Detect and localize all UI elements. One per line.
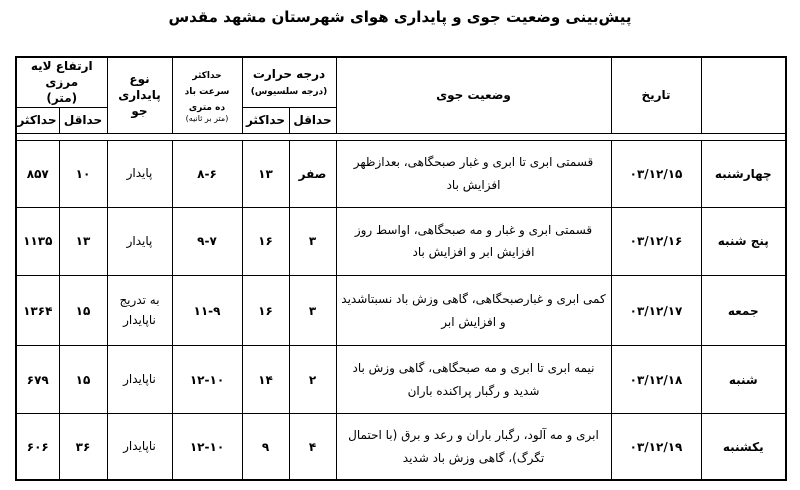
wind-unit: (متر بر ثانیه) bbox=[185, 114, 229, 124]
bl-min-cell: ۱۵ bbox=[59, 346, 107, 414]
table-row bbox=[16, 275, 786, 345]
temp-max-header: حداکثر bbox=[242, 107, 289, 133]
wind-header bbox=[172, 57, 242, 133]
condition-cell: ابری و مه آلود، رگبار باران و رعد و برق (با احتمال تگرگ)، گاهی وزش باد شدید bbox=[336, 414, 611, 480]
wind-header-line1: حداکثر bbox=[192, 70, 222, 81]
bl-max-cell: ۸۵۷ bbox=[16, 140, 59, 207]
bl-min-cell: ۳۶ bbox=[59, 414, 107, 480]
bl-min-cell: ۱۵ bbox=[59, 275, 107, 345]
stability-header-line1: نوع bbox=[129, 72, 150, 86]
stability-cell: پایدار bbox=[107, 207, 172, 275]
wind-cell: ۱۲-۱۰ bbox=[172, 346, 242, 414]
date-header: تاریخ bbox=[611, 57, 701, 133]
day-cell: چهارشنبه bbox=[701, 140, 786, 207]
temp-min-cell: صفر bbox=[289, 140, 336, 207]
condition-header: وضعیت جوی bbox=[336, 57, 611, 133]
bl-max-cell: ۶۰۶ bbox=[16, 414, 59, 480]
day-cell: پنج شنبه bbox=[701, 207, 786, 275]
bl-max-cell: ۶۷۹ bbox=[16, 346, 59, 414]
date-cell: ۰۳/۱۲/۱۵ bbox=[611, 140, 701, 207]
condition-cell: قسمتی ابری و غبار و مه صبحگاهی، اواسط روز افزایش ابر و افزایش باد bbox=[336, 207, 611, 275]
date-cell: ۰۳/۱۲/۱۷ bbox=[611, 275, 701, 345]
wind-header-line2: سرعت باد bbox=[184, 86, 230, 97]
wind-header-line3: ده متری bbox=[188, 102, 226, 113]
stability-header-line3: جو bbox=[131, 104, 148, 119]
wind-cell: ۱۱-۹ bbox=[172, 275, 242, 345]
date-cell: ۰۳/۱۲/۱۹ bbox=[611, 414, 701, 480]
table-row bbox=[16, 140, 786, 207]
table-row bbox=[16, 346, 786, 414]
day-cell: یکشنبه bbox=[701, 414, 786, 480]
boundary-layer-unit: (متر) bbox=[46, 91, 78, 106]
bl-max-cell: ۱۳۶۴ bbox=[16, 275, 59, 345]
condition-cell: نیمه ابری تا ابری و مه صبحگاهی، گاهی وزش باد شدید و رگبار پراکنده باران bbox=[336, 346, 611, 414]
condition-cell: قسمتی ابری تا ابری و غبار صبحگاهی، بعدازظهر افزایش باد bbox=[336, 140, 611, 207]
bl-max-header: حداکثر bbox=[16, 107, 59, 133]
table-row bbox=[16, 414, 786, 480]
temp-max-cell: ۱۴ bbox=[242, 346, 289, 414]
temp-max-cell: ۹ bbox=[242, 414, 289, 480]
date-cell: ۰۳/۱۲/۱۸ bbox=[611, 346, 701, 414]
temp-min-cell: ۳ bbox=[289, 207, 336, 275]
temp-max-cell: ۱۳ bbox=[242, 140, 289, 207]
stability-header-line2: پایداری bbox=[118, 88, 161, 103]
stability-cell: ناپایدار bbox=[107, 346, 172, 414]
temp-max-cell: ۱۶ bbox=[242, 275, 289, 345]
stability-cell: به تدریج ناپایدار bbox=[107, 275, 172, 345]
temp-min-cell: ۴ bbox=[289, 414, 336, 480]
bl-min-cell: ۱۳ bbox=[59, 207, 107, 275]
day-cell: جمعه bbox=[701, 275, 786, 345]
temp-min-cell: ۲ bbox=[289, 346, 336, 414]
day-cell: شنبه bbox=[701, 346, 786, 414]
wind-cell: ۸-۶ bbox=[172, 140, 242, 207]
condition-cell: کمی ابری و غبارصبحگاهی، گاهی وزش باد نسبتاشدید و افزایش ابر bbox=[336, 275, 611, 345]
bl-max-cell: ۱۱۳۵ bbox=[16, 207, 59, 275]
wind-cell: ۹-۷ bbox=[172, 207, 242, 275]
temp-min-header: حداقل bbox=[289, 107, 336, 133]
temp-max-cell: ۱۶ bbox=[242, 207, 289, 275]
day-header bbox=[701, 57, 786, 133]
temperature-header-label: درجه حرارت bbox=[252, 67, 326, 82]
stability-cell: پایدار bbox=[107, 140, 172, 207]
stability-header bbox=[107, 57, 172, 133]
bl-min-cell: ۱۰ bbox=[59, 140, 107, 207]
table-row bbox=[16, 207, 786, 275]
date-cell: ۰۳/۱۲/۱۶ bbox=[611, 207, 701, 275]
bl-min-header: حداقل bbox=[59, 107, 107, 133]
forecast-table bbox=[15, 56, 787, 481]
temperature-header bbox=[242, 57, 336, 107]
header-spacer bbox=[16, 133, 786, 140]
wind-cell: ۱۲-۱۰ bbox=[172, 414, 242, 480]
stability-cell: ناپایدار bbox=[107, 414, 172, 480]
temp-min-cell: ۳ bbox=[289, 275, 336, 345]
temperature-unit: (درجه سلسیوس) bbox=[250, 87, 328, 98]
boundary-layer-label: ارتفاع لایه مرزی bbox=[30, 59, 93, 90]
page-title: پیش‌بینی وضعیت جوی و پایداری هوای شهرستان مشهد مقدس bbox=[168, 8, 632, 26]
boundary-layer-header bbox=[16, 57, 107, 107]
